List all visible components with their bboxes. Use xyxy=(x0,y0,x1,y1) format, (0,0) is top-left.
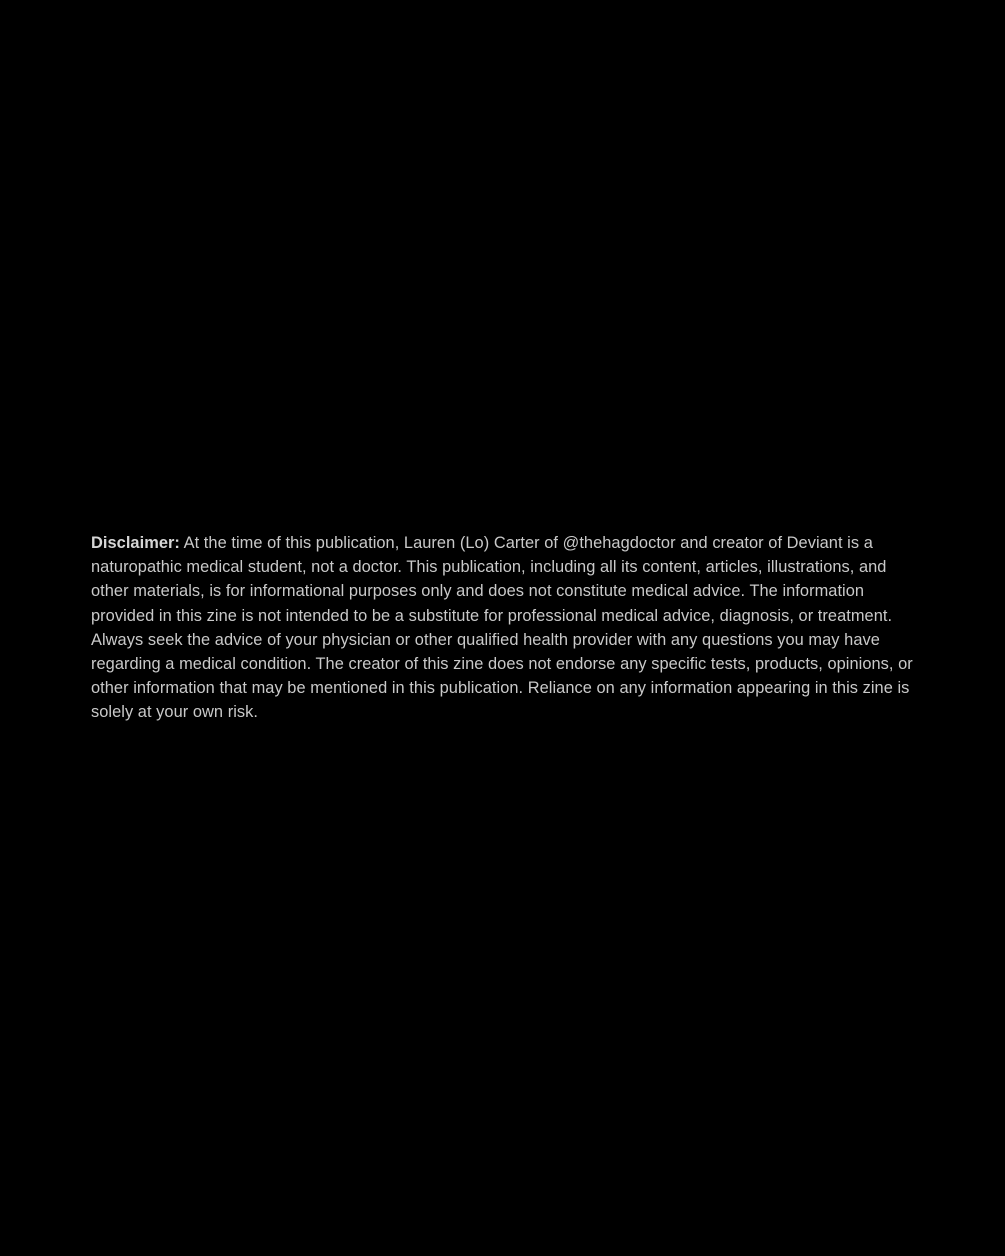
disclaimer-body: At the time of this publication, Lauren (Lo) Carter of @thehagdoctor and creator of Deviant is a naturopathic medical student, not a doctor. This publication, including all its content, articles, illustrations, and other materials, is for informational purposes only and does not constitute medical advice. The information provided in this zine is not intended to be a substitute for professional medical advice, diagnosis, or treatment. Always seek the advice of your physician or other qualified health provider with any questions you may have regarding a medical condition. The creator of this zine does not endorse any specific tests, products, opinions, or other information that may be mentioned in this publication. Reliance on any information appearing in this zine is solely at your own risk. xyxy=(91,534,913,722)
disclaimer-paragraph xyxy=(91,531,917,725)
disclaimer-label: Disclaimer: xyxy=(91,534,180,552)
